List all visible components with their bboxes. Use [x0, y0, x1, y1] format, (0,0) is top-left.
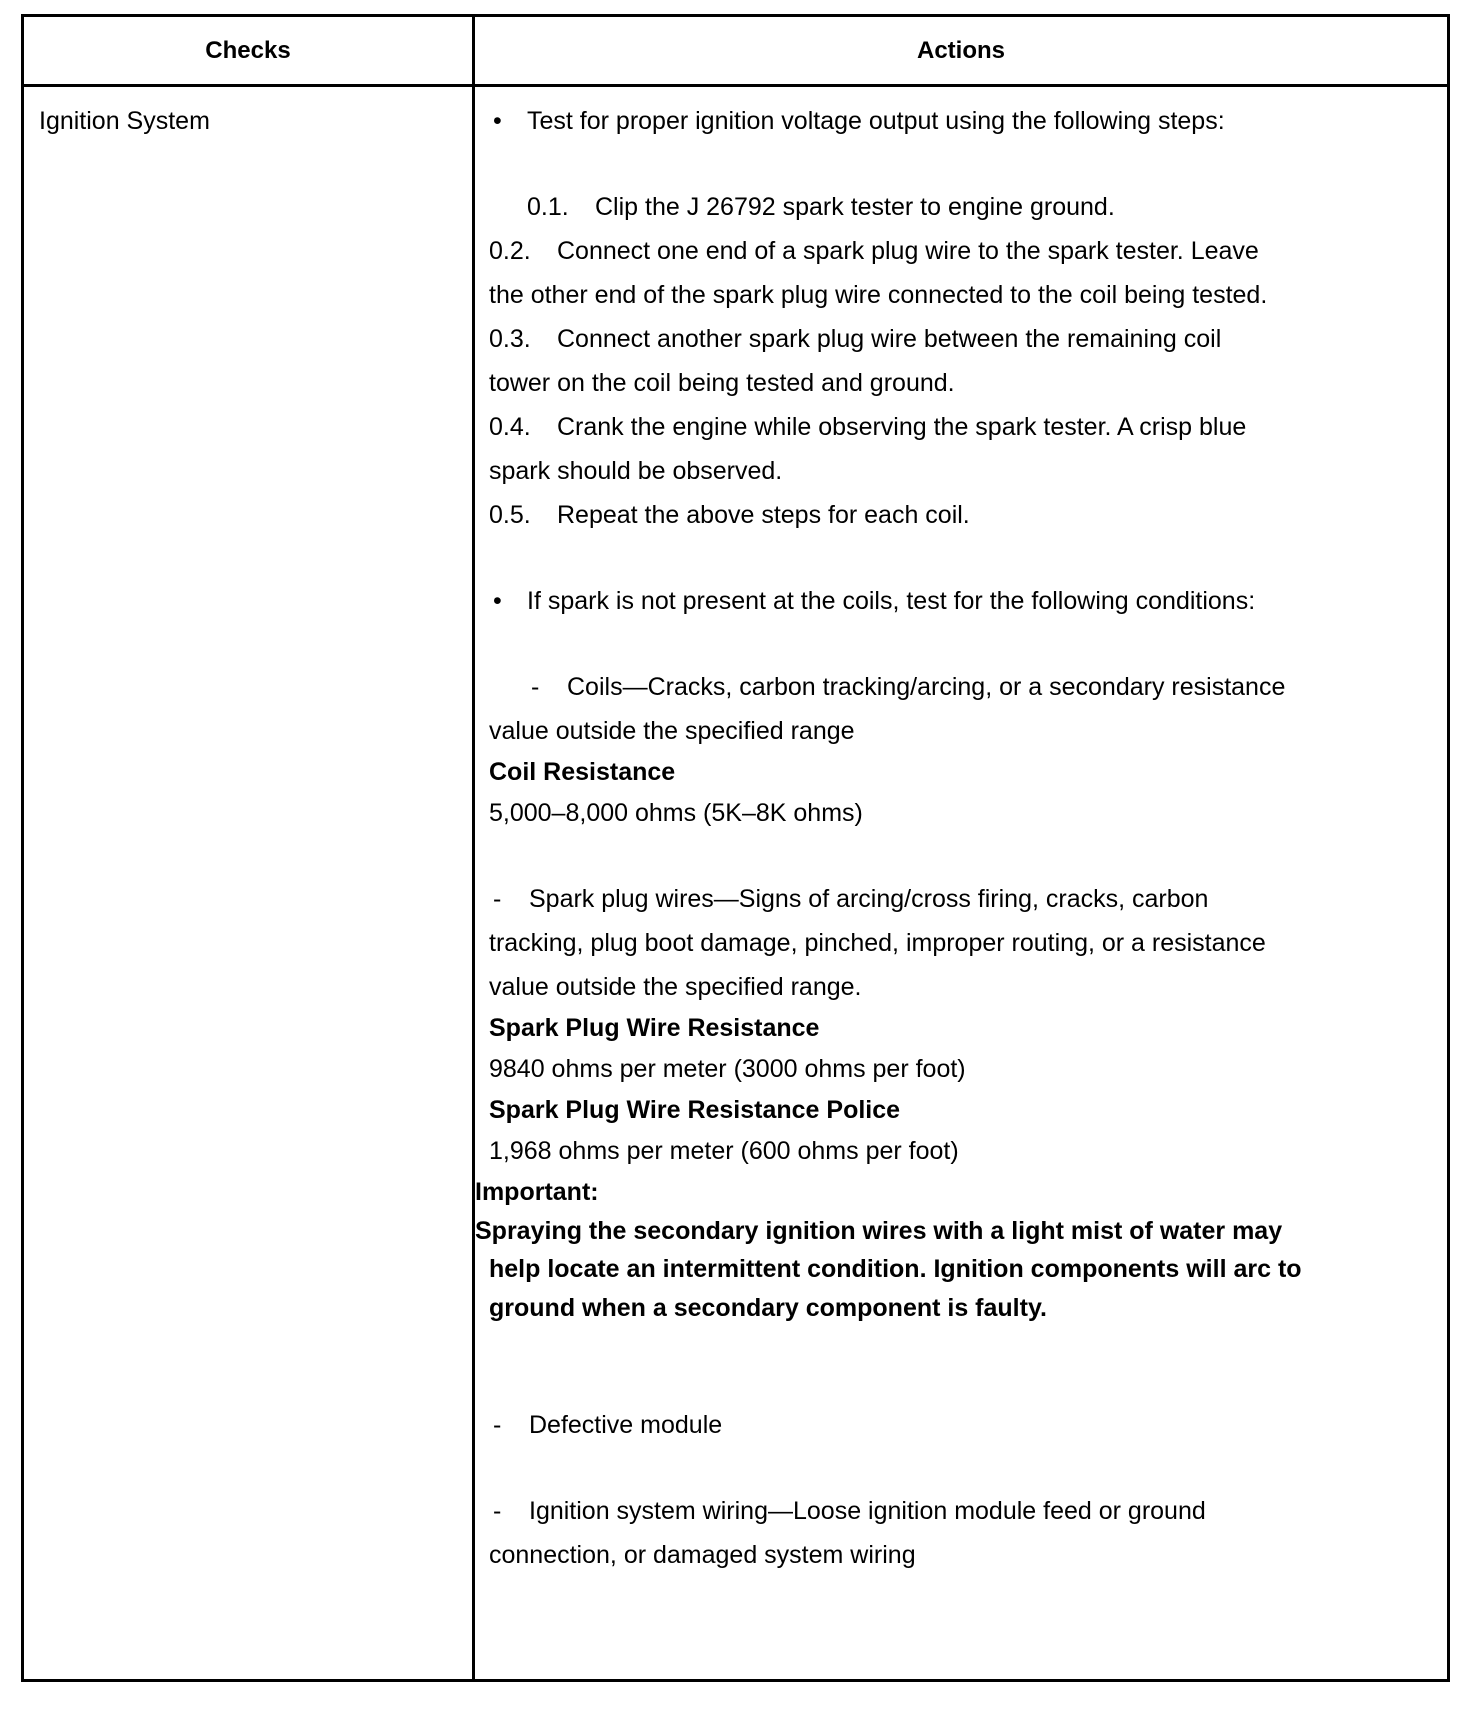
checks-actions-table — [21, 14, 1450, 1682]
header-actions: Actions — [916, 37, 1005, 64]
step-1 — [527, 189, 1115, 225]
important-text-continued-2: ground when a secondary component is faulty. — [489, 1294, 1047, 1322]
step-2 — [489, 233, 1259, 269]
step-text: Repeat the above steps for each coil. — [557, 501, 970, 529]
header-checks: Checks — [205, 37, 291, 64]
step-number: 0.4. — [489, 413, 531, 441]
step-text: Connect one end of a spark plug wire to the spark tester. Leave — [557, 237, 1259, 265]
bullet-text: If spark is not present at the coils, test for the following conditions: — [527, 587, 1256, 615]
wire-resistance-police-value: 1,968 ohms per meter (600 ohms per foot) — [489, 1137, 959, 1165]
step-number: 0.2. — [489, 237, 531, 265]
step-4-continued: spark should be observed. — [489, 457, 783, 485]
condition-text: Coils—Cracks, carbon tracking/arcing, or a secondary resistance — [567, 673, 1286, 701]
important-text: Spraying the secondary ignition wires with a light mist of water may — [475, 1217, 1283, 1245]
condition-wiring-continued: connection, or damaged system wiring — [489, 1541, 916, 1569]
coil-resistance-label: Coil Resistance — [489, 758, 676, 786]
step-text: Crank the engine while observing the spark tester. A crisp blue — [557, 413, 1247, 441]
bullet-text: Test for proper ignition voltage output using the following steps: — [527, 107, 1225, 135]
dash-symbol: - — [493, 1411, 502, 1439]
wire-resistance-label: Spark Plug Wire Resistance — [489, 1014, 820, 1042]
step-number: 0.5. — [489, 501, 531, 529]
bullet-test-voltage — [489, 103, 1225, 139]
condition-wires-continued: tracking, plug boot damage, pinched, improper routing, or a resistance — [489, 929, 1266, 957]
important-label: Important: — [475, 1178, 599, 1206]
coil-resistance-value: 5,000–8,000 ohms (5K–8K ohms) — [489, 799, 863, 827]
check-ignition-system: Ignition System — [39, 107, 210, 135]
header-divider — [24, 84, 1447, 87]
condition-module — [489, 1407, 722, 1443]
wire-resistance-value: 9840 ohms per meter (3000 ohms per foot) — [489, 1055, 966, 1083]
column-divider — [472, 17, 475, 1679]
step-number: 0.3. — [489, 325, 531, 353]
condition-wires — [489, 881, 1208, 917]
condition-text: Ignition system wiring—Loose ignition module feed or ground — [529, 1497, 1206, 1525]
bullet-spark-not-present — [489, 583, 1255, 619]
step-text: Connect another spark plug wire between the remaining coil — [557, 325, 1222, 353]
condition-wires-continued-2: value outside the specified range. — [489, 973, 862, 1001]
step-number: 0.1. — [527, 193, 569, 221]
dash-symbol: - — [531, 673, 540, 701]
step-4 — [489, 409, 1246, 445]
step-2-continued: the other end of the spark plug wire connected to the coil being tested. — [489, 281, 1268, 309]
condition-coils-continued: value outside the specified range — [489, 717, 855, 745]
step-text: Clip the J 26792 spark tester to engine ground. — [595, 193, 1115, 221]
dash-symbol: - — [493, 1497, 502, 1525]
bullet-symbol: • — [493, 107, 502, 135]
condition-coils — [527, 669, 1285, 705]
condition-text: Spark plug wires—Signs of arcing/cross firing, cracks, carbon — [529, 885, 1209, 913]
step-3 — [489, 321, 1221, 357]
step-5 — [489, 497, 970, 533]
step-3-continued: tower on the coil being tested and ground. — [489, 369, 955, 397]
important-text-continued: help locate an intermittent condition. Ignition components will arc to — [489, 1255, 1302, 1283]
dash-symbol: - — [493, 885, 502, 913]
condition-wiring — [489, 1493, 1206, 1529]
condition-text: Defective module — [529, 1411, 723, 1439]
bullet-symbol: • — [493, 587, 502, 615]
wire-resistance-police-label: Spark Plug Wire Resistance Police — [489, 1096, 901, 1124]
